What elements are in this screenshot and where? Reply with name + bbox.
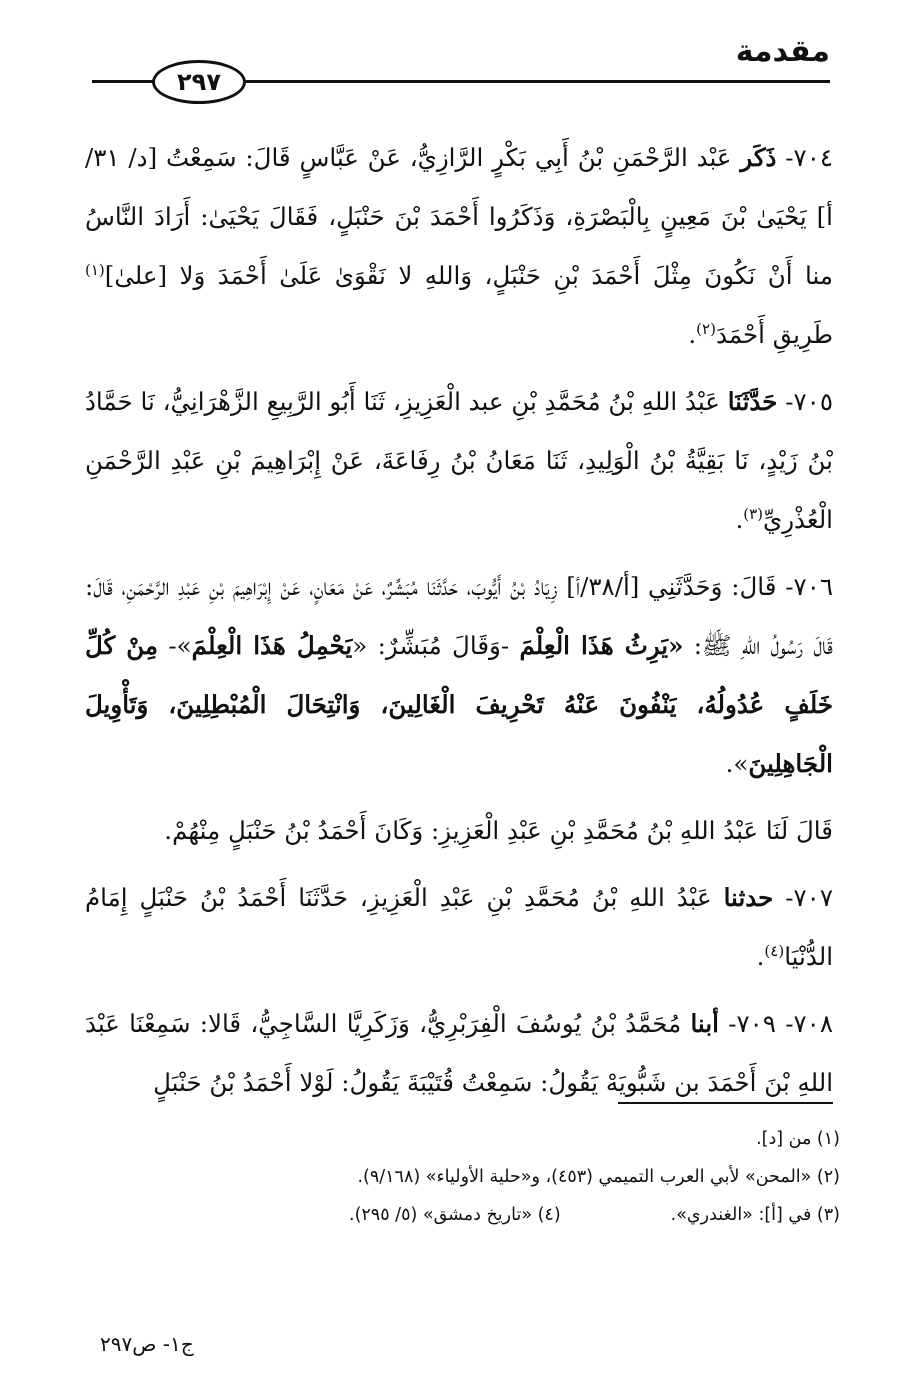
page-reference: ج١- ص٢٩٧	[100, 1332, 194, 1356]
footnote-ref: (٤)	[764, 941, 785, 960]
paragraph-lead: حدثنا	[723, 883, 774, 912]
page-header	[92, 20, 830, 110]
paragraph-lead: حَدَّثَنَا	[727, 387, 778, 416]
footnote-row	[90, 1196, 840, 1234]
footnote-ref: (٣)	[743, 504, 764, 523]
paragraph-end: .	[735, 505, 744, 534]
paragraph-705	[85, 372, 833, 549]
paragraph-706	[85, 557, 833, 793]
paragraph-707	[85, 868, 833, 986]
paragraph-number: ٧٠٥-	[785, 387, 833, 416]
paragraph-lead: ذَكَر	[740, 143, 777, 172]
paragraph-end: .	[688, 320, 697, 349]
hadith-text: مِنْ كُلِّ خَلَفٍ عُدُولُهُ، يَنْفُونَ عَنْهُ تَحْرِيفَ الْغَالِينَ، وَانْتِحَالَ الْمُبْطِلِينَ، وَتَأْوِيلَ الْجَاهِلِينَ	[85, 631, 833, 778]
paragraph-text: عَبْدُ اللهِ بْنُ مُحَمَّدِ بْنِ عبد الْعَزِيزِ، ثَنَا أَبُو الرَّبِيعِ الزَّهْرَانِيُّ، نَا حَمَّادُ بْنُ زَيْدٍ، نَا بَقِيَّةُ بْنُ الْوَلِيدِ، ثَنَا مَعَانُ بْنُ رِفَاعَةَ، عَنْ إِبْرَاهِيمَ بْنِ عَبْدِ الرَّحْمَنِ الْعُذْرِيِّ	[85, 387, 833, 534]
paragraph-text: -وَقَالَ مُبَشِّرٌ: «	[352, 631, 510, 660]
paragraph-number: ٧٠٨- ٧٠٩-	[728, 1009, 833, 1038]
paragraph-708-709	[85, 994, 833, 1112]
paragraph-text: عَبْدُ اللهِ بْنُ مُحَمَّدِ بْنِ عَبْدِ الْعَزِيزِ، حَدَّثَنَا أَحْمَدُ بْنُ حَنْبَلٍ إِمَامُ الدُّنْيَا	[85, 883, 833, 971]
paragraph-number: ٧٠٤-	[785, 143, 834, 172]
paragraph-lead: أبنا	[690, 1009, 719, 1038]
paragraph-text: قَالَ: وَحَدَّثَنِي [أ/٣٨/أ] زِيَادُ بْنُ أَيُّوبَ، حَدَّثَنَا مُبَشِّرٌ، عَنْ مَعَانٍ، عَنْ إِبْرَاهِيمَ بْنِ عَبْدِ الرَّحْمَنِ، قَالَ: قَالَ رَسُولُ اللهِ ﷺ:	[85, 572, 833, 660]
hadith-text: يَحْمِلُ هَذَا الْعِلْمَ	[191, 631, 353, 660]
paragraph-text: عَبْد الرَّحْمَنِ بْنُ أَبِي بَكْرٍ الرَّازِيُّ، عَنْ عَبَّاسٍ قَالَ: سَمِعْتُ [د/ ٣١/أ] يَحْيَىٰ بْنَ مَعِينٍ بِالْبَصْرَةِ، وَذَكَرُوا أَحْمَدَ بْنَ حَنْبَلٍ، فَقَالَ يَحْيَىٰ: أَرَادَ النَّاسُ منا أَنْ نَكُونَ مِثْلَ أَحْمَدَ بْنِ حَنْبَلٍ، وَاللهِ لا نَقْوَىٰ عَلَىٰ أَحْمَدَ وَلا [علىٰ]	[85, 143, 833, 290]
paragraph-704	[85, 128, 833, 364]
page-number-badge: ٢٩٧	[152, 60, 246, 104]
footnote-3: (٣) في [أ]: «الغندري».	[670, 1205, 840, 1225]
footnote-ref: (٢)	[696, 319, 716, 338]
hadith-text: «يَرِثُ هَذَا الْعِلْمَ	[519, 631, 684, 660]
paragraph-note	[85, 801, 833, 860]
paragraph-number: ٧٠٦-	[785, 572, 834, 601]
footnotes	[90, 1120, 840, 1234]
footnote-1: (١) من [د].	[756, 1129, 840, 1149]
footnote-2: (٢) «المحن» لأبي العرب التميمي (٤٥٣)، و«حلية الأولياء» (٩/١٦٨).	[357, 1167, 840, 1187]
footnote-4: (٤) «تاريخ دمشق» (٥/ ٢٩٥).	[349, 1205, 561, 1225]
main-text	[85, 128, 833, 1120]
paragraph-text: »-	[168, 631, 192, 660]
paragraph-text: قَالَ لَنَا عَبْدُ اللهِ بْنُ مُحَمَّدِ بْنِ عَبْدِ الْعَزِيزِ: وَكَانَ أَحْمَدُ بْنُ حَنْبَلٍ مِنْهُمْ.	[164, 816, 833, 845]
footnote-rule	[618, 1102, 833, 1104]
paragraph-end: ».	[725, 749, 749, 778]
paragraph-text: طَرِيقِ أَحْمَدَ	[715, 320, 833, 349]
paragraph-text: مُحَمَّدُ بْنُ يُوسُفَ الْفِرَبْرِيُّ، وَزَكَرِيَّا السَّاجِيُّ، قَالا: سَمِعْنَا عَبْدَ اللهِ بْنَ أَحْمَدَ بن شَبُّويَهْ يَقُولُ: سَمِعْتُ قُتَيْبَةَ يَقُولُ: لَوْلا أَحْمَدُ بْنُ حَنْبَلٍ	[85, 1009, 833, 1097]
section-title: مقدمة	[735, 34, 830, 69]
paragraph-number: ٧٠٧-	[785, 883, 833, 912]
paragraph-end: .	[756, 942, 765, 971]
footnote-ref: (١)	[85, 260, 105, 279]
